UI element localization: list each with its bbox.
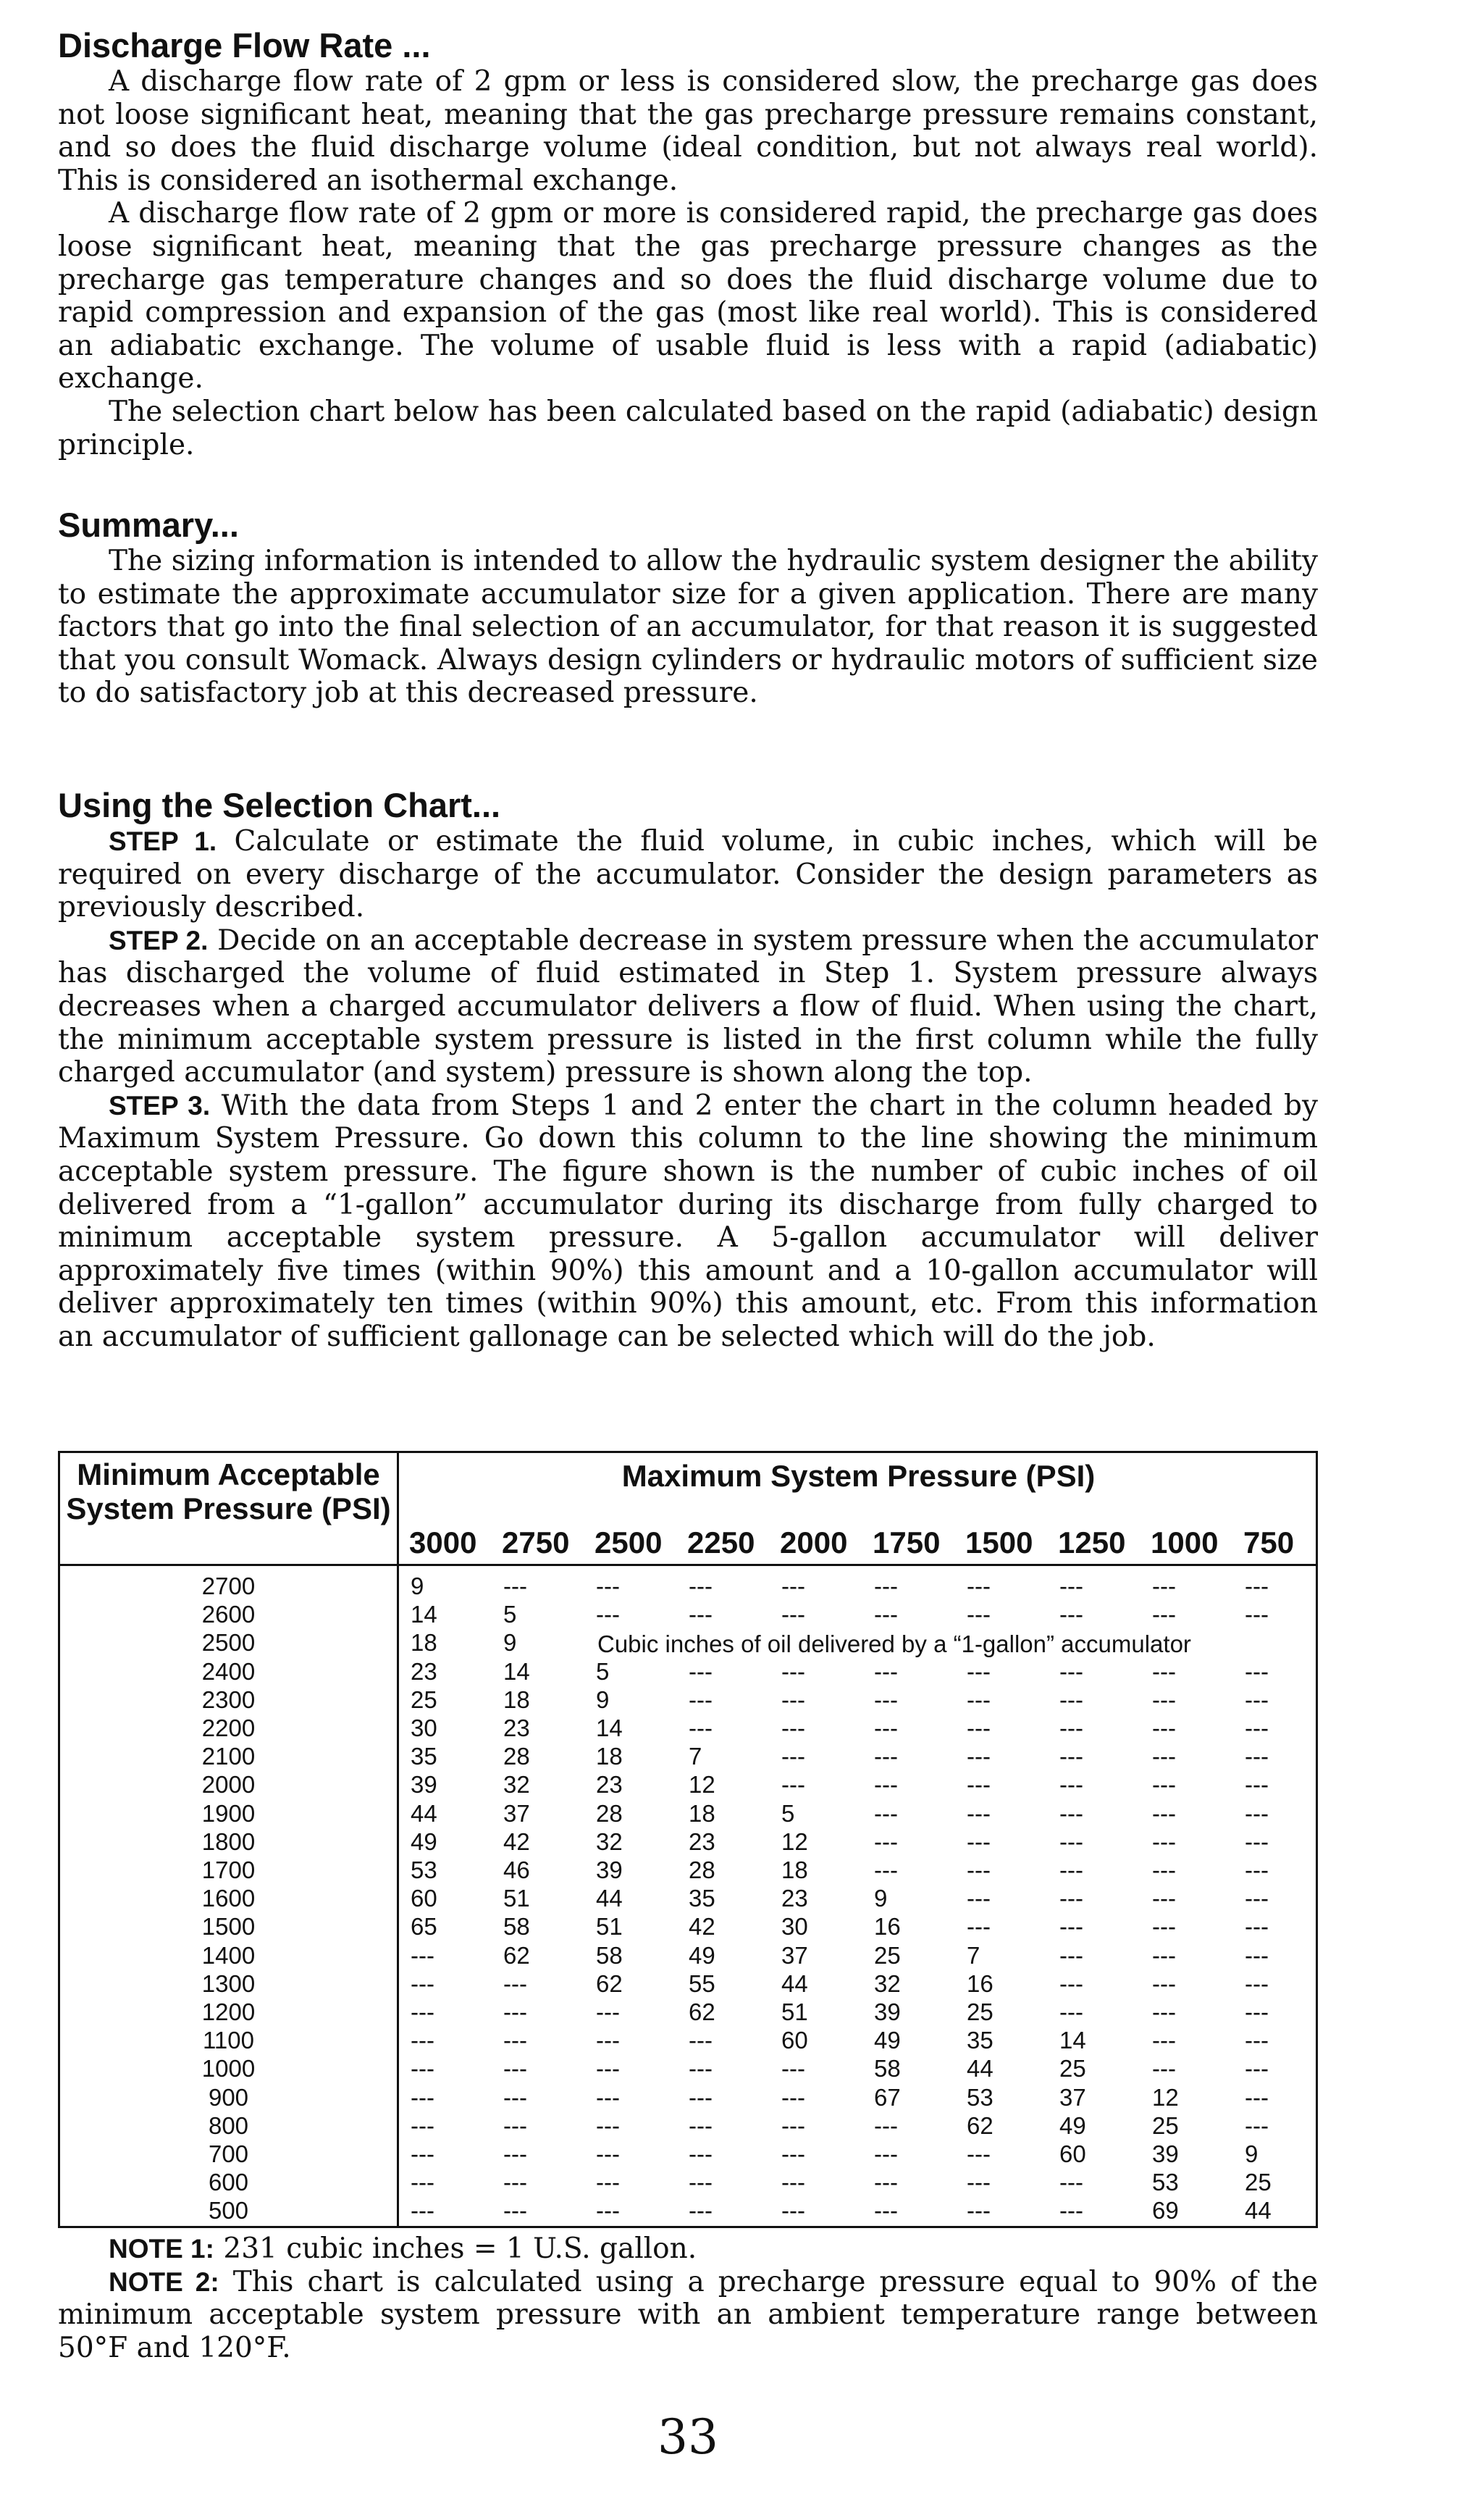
table-cell: 16 [874,1913,901,1941]
table-cell: --- [411,1998,434,2025]
table-cell: 28 [596,1799,623,1827]
table-cell: --- [596,2140,620,2167]
table-cell: --- [596,1601,620,1628]
row-label-1: 2600 [201,1601,256,1628]
table-cell: 25 [967,1998,993,2025]
table-cell: --- [1152,1601,1176,1628]
table-cell: --- [1059,1573,1083,1599]
note-2 [58,2266,1318,2365]
table-cell: 44 [967,2055,993,2082]
table-cell: --- [1152,2027,1176,2054]
table-cell: --- [1059,1941,1083,1969]
row-label-11: 1600 [201,1885,256,1912]
table-cell: --- [1245,2083,1269,2111]
table-cell: --- [1152,1715,1176,1741]
table-cell: 9 [596,1686,610,1713]
table-cell: 60 [411,1885,437,1912]
note-2-text: This chart is calculated using a precharge pressure equal to 90% of the minimum acceptable system pressure with an ambient temperature range between 50°F and 120°F. [58,2265,1318,2364]
table-cell: --- [1059,1799,1083,1827]
column-header-9: 750 [1243,1525,1295,1560]
table-cell: --- [874,1573,898,1599]
table-cell: --- [503,2055,527,2082]
table-cell: 35 [967,2027,993,2054]
table-cell: 53 [411,1856,437,1883]
row-label-8: 1900 [201,1799,256,1827]
table-cell: 37 [1059,2083,1086,2111]
table-cell: 12 [1152,2083,1179,2111]
table-cell: --- [1059,1601,1083,1628]
table-cell: --- [1245,1743,1269,1770]
table-cell: 12 [689,1771,715,1799]
table-cell: --- [1245,2027,1269,2054]
table-cell: 49 [411,1828,437,1855]
table-cell: --- [1152,1743,1176,1770]
page-number: 33 [658,2409,718,2465]
table-cell: --- [411,2083,434,2111]
table-cell: 53 [967,2083,993,2111]
table-cell: --- [1059,1657,1083,1685]
selection-chart-heading: Using the Selection Chart... [58,786,501,824]
table-cell: 39 [596,1856,623,1883]
table-cell: 35 [411,1743,437,1770]
table-cell: --- [1152,1799,1176,1827]
table-cell: --- [1059,1969,1083,1997]
table-cell: --- [689,2027,713,2054]
table-cell: 39 [874,1998,901,2025]
table-cell: --- [503,2140,527,2167]
table-cell: --- [1245,1828,1269,1855]
table-cell: --- [1152,1969,1176,1997]
table-cell: 23 [781,1885,808,1912]
column-header-1: 2750 [502,1525,570,1560]
table-cell: --- [967,1686,991,1713]
table-cell: --- [874,1686,898,1713]
step-3-text: With the data from Steps 1 and 2 enter the chart in the column headed by Maximum System Pressure. Go down this column to the line showing the minimum acceptable system pressure. The figure shown is the number of cubic inches of oil delivered from a “1-gallon” accumulator during its discharge from fully charged to minimum acceptable system pressure. A 5-gallon accumulator will deliver approximately five times (within 90%) this amount and a 10-gallon accumulator will deliver approximately ten times (within 90%) this amount, etc. From this information an accumulator of sufficient gallonage can be selected which will do the job. [58,1089,1319,1353]
table-cell: --- [1245,1998,1269,2025]
table-cell: --- [1245,1969,1269,1997]
table-cell: --- [596,2055,620,2082]
column-header-4: 2000 [780,1525,848,1560]
step-1-text: Calculate or estimate the fluid volume, in cubic inches, which will be required on every discharge of the accumulator. Consider the design parameters as previously described. [58,825,1318,924]
row-label-14: 1300 [201,1969,256,1997]
table-cell: 32 [874,1969,901,1997]
table-cell: 65 [411,1913,437,1941]
row-label-15: 1200 [201,1998,256,2025]
table-cell: 39 [411,1771,437,1799]
table-cell: --- [967,1743,991,1770]
table-cell: --- [503,1573,527,1599]
notes [58,2232,1318,2364]
table-cell: --- [1152,2055,1176,2082]
table-cell: --- [503,2111,527,2139]
table-cell: --- [781,2169,805,2196]
table-cell: --- [874,1657,898,1685]
table-cell: 69 [1152,2197,1179,2224]
discharge-heading: Discharge Flow Rate ... [58,26,431,64]
table-cell: --- [1245,1601,1269,1628]
table-cell: --- [689,2083,713,2111]
column-header-6: 1500 [965,1525,1033,1560]
table-cell: 14 [596,1715,623,1741]
table-cell: 30 [781,1913,808,1941]
summary-heading: Summary... [58,506,239,544]
table-cell: 18 [411,1629,437,1657]
table-cell: --- [1152,1686,1176,1713]
table-cell: --- [874,2197,898,2224]
step-2-text: Decide on an acceptable decrease in system pressure when the accumulator has discharged the volume of fluid estimated in Step 1. System pressure always decreases when a charged accumulator delivers a flow of fluid. When using the chart, the minimum acceptable system pressure is listed in the first column while the fully charged accumulator (and system) pressure is shown along the top. [58,924,1318,1089]
table-cell: --- [503,2197,527,2224]
table-cell: --- [967,1657,991,1685]
table-cell: --- [689,1686,713,1713]
table-cell: --- [874,1601,898,1628]
table-cell: --- [781,2111,805,2139]
table-cell: --- [596,1998,620,2025]
table-cell: --- [689,2055,713,2082]
table-cell: --- [411,2027,434,2054]
table-cell: --- [967,2197,991,2224]
table-cell: --- [503,2169,527,2196]
table-cell: --- [411,1969,434,1997]
table-cell: 5 [503,1601,517,1628]
table-cell: --- [781,2140,805,2167]
row-label-22: 500 [208,2197,249,2224]
table-cell: --- [1245,1799,1269,1827]
table-cell: --- [689,1573,713,1599]
table-cell: --- [874,2111,898,2139]
table-cell: 25 [1152,2111,1179,2139]
step-1 [58,825,1318,924]
column-header-2: 2500 [595,1525,663,1560]
table-cell: --- [1059,1913,1083,1941]
table-cell: 30 [411,1715,437,1741]
table-cell: 23 [596,1771,623,1799]
row-label-3: 2400 [201,1657,256,1685]
table-cell: --- [1152,1856,1176,1883]
row-label-6: 2100 [201,1743,256,1770]
table-cell: --- [781,1573,805,1599]
note-1-label: NOTE 1: [109,2234,214,2264]
table-cell: 14 [411,1601,437,1628]
table-cell: --- [874,1743,898,1770]
column-header-0: 3000 [409,1525,477,1560]
table-cell: 44 [596,1885,623,1912]
note-2-label: NOTE 2: [109,2266,219,2297]
table-cell: --- [1245,1771,1269,1799]
table-cell: 67 [874,2083,901,2111]
discharge-paragraph-3: The selection chart below has been calculated based on the rapid (adiabatic) design principle. [58,395,1318,461]
table-cell: 51 [781,1998,808,2025]
note-1 [58,2232,1318,2266]
table-cell: --- [596,2083,620,2111]
table-cell: 18 [503,1686,530,1713]
table-cell: --- [1059,2197,1083,2224]
table-cell: 9 [503,1629,517,1657]
summary-section [58,506,1318,710]
table-cell: --- [1152,1941,1176,1969]
table-cell: --- [411,2197,434,2224]
table-cell: 60 [781,2027,808,2054]
table-cell: 44 [1245,2197,1272,2224]
table-cell: --- [967,1601,991,1628]
row-label-7: 2000 [201,1771,256,1799]
table-cell: --- [1245,1913,1269,1941]
table-cell: --- [874,1799,898,1827]
row-label-10: 1700 [201,1856,256,1883]
table-cell: --- [503,1969,527,1997]
table-cell: 32 [596,1828,623,1855]
table-cell: --- [596,2027,620,2054]
row-label-4: 2300 [201,1686,256,1713]
table-cell: 25 [411,1686,437,1713]
selection-chart-section [58,786,1318,1354]
table-cell: 58 [874,2055,901,2082]
table-cell: --- [1059,1828,1083,1855]
step-2-label: STEP 2. [109,925,209,955]
row-label-16: 1100 [203,2027,254,2054]
table-cell: --- [1059,1743,1083,1770]
table-cell: --- [967,1885,991,1912]
chart-vertical-divider [397,1453,399,2226]
table-cell: 49 [1059,2111,1086,2139]
table-cell: 55 [689,1969,715,1997]
table-cell: --- [689,1715,713,1741]
table-cell: 23 [689,1828,715,1855]
row-label-17: 1000 [201,2055,256,2082]
table-cell: --- [689,1657,713,1685]
table-cell: 46 [503,1856,530,1883]
step-2 [58,924,1318,1089]
table-cell: 9 [874,1885,888,1912]
table-cell: 53 [1152,2169,1179,2196]
table-cell: 51 [503,1885,530,1912]
table-cell: --- [1245,1715,1269,1741]
row-label-19: 800 [208,2111,249,2139]
table-cell: --- [781,2055,805,2082]
table-cell: 37 [781,1941,808,1969]
table-cell: 35 [689,1885,715,1912]
table-cell: --- [874,1771,898,1799]
table-cell: --- [781,1686,805,1713]
table-cell: --- [1059,1686,1083,1713]
table-cell: 18 [781,1856,808,1883]
table-cell: 42 [503,1828,530,1855]
table-cell: --- [1245,1941,1269,1969]
table-cell: 62 [689,1998,715,2025]
table-cell: --- [596,2169,620,2196]
table-cell: --- [1245,1686,1269,1713]
table-cell: 25 [1245,2169,1272,2196]
table-cell: 9 [1245,2140,1259,2167]
table-cell: 7 [689,1743,702,1770]
table-cell: 44 [411,1799,437,1827]
table-cell: --- [503,2027,527,2054]
table-cell: --- [689,2140,713,2167]
table-cell: --- [967,1715,991,1741]
row-label-12: 1500 [201,1913,256,1941]
table-cell: --- [1059,1998,1083,2025]
step-1-label: STEP 1. [109,826,217,856]
table-cell: 25 [1059,2055,1086,2082]
table-cell: --- [967,1771,991,1799]
row-label-20: 700 [208,2140,249,2167]
table-cell: --- [967,1573,991,1599]
row-label-5: 2200 [201,1715,256,1741]
table-cell: 18 [689,1799,715,1827]
table-cell: --- [1152,1573,1176,1599]
table-cell: --- [967,1913,991,1941]
table-cell: 37 [503,1799,530,1827]
table-cell: --- [1059,2169,1083,2196]
table-cell: --- [689,1601,713,1628]
accumulator-selection-chart [58,1451,1318,2228]
table-cell: --- [1059,1771,1083,1799]
table-cell: --- [967,2140,991,2167]
table-cell: --- [596,1573,620,1599]
row-label-2: 2500 [201,1629,256,1657]
table-cell: --- [689,2111,713,2139]
table-cell: 58 [503,1913,530,1941]
table-cell: --- [1059,1856,1083,1883]
table-cell: 25 [874,1941,901,1969]
table-cell: --- [596,2197,620,2224]
table-cell: --- [1152,1828,1176,1855]
table-cell: --- [781,1743,805,1770]
table-cell: 62 [967,2111,993,2139]
step-3-label: STEP 3. [109,1090,211,1121]
table-cell: 9 [411,1573,424,1599]
table-cell: --- [781,1657,805,1685]
row-header: Minimum Acceptable System Pressure (PSI) [66,1457,391,1525]
table-cell: --- [1245,2111,1269,2139]
row-label-9: 1800 [201,1828,256,1855]
table-cell: --- [503,2083,527,2111]
row-label-13: 1400 [201,1941,256,1969]
table-cell: --- [689,2169,713,2196]
table-cell: 23 [411,1657,437,1685]
table-cell: 62 [503,1941,530,1969]
table-cell: 28 [503,1743,530,1770]
table-cell: --- [1245,1573,1269,1599]
table-cell: --- [1152,1771,1176,1799]
table-cell: --- [411,1941,434,1969]
table-cell: 18 [596,1743,623,1770]
table-cell: 14 [1059,2027,1086,2054]
table-cell: 28 [689,1856,715,1883]
table-cell: --- [874,1856,898,1883]
chart-header-divider [60,1564,1316,1566]
step-3 [58,1089,1318,1354]
table-cell: --- [503,1998,527,2025]
column-header-8: 1000 [1151,1525,1219,1560]
table-cell: 39 [1152,2140,1179,2167]
table-cell: --- [596,2111,620,2139]
column-header-5: 1750 [873,1525,941,1560]
table-cell: --- [781,2197,805,2224]
table-cell: --- [411,2111,434,2139]
table-cell: 5 [781,1799,795,1827]
table-cell: --- [411,2169,434,2196]
table-cell: --- [781,1771,805,1799]
column-header-3: 2250 [687,1525,755,1560]
table-cell: --- [874,2140,898,2167]
table-cell: --- [781,2083,805,2111]
column-header-7: 1250 [1058,1525,1126,1560]
table-cell: --- [874,1828,898,1855]
table-cell: --- [1245,1657,1269,1685]
table-cell: --- [1245,2055,1269,2082]
discharge-paragraph-2: A discharge flow rate of 2 gpm or more is considered rapid, the precharge gas does loose significant heat, meaning that the gas precharge pressure changes as the precharge gas temperature changes and so does the fluid discharge volume due to rapid compression and expansion of the gas (most like real world). This is considered an adiabatic exchange. The volume of usable fluid is less with a rapid (adiabatic) exchange. [58,197,1318,395]
table-cell: --- [1059,1885,1083,1912]
table-cell: 49 [874,2027,901,2054]
summary-paragraph: The sizing information is intended to allow the hydraulic system designer the ability to estimate the approximate accumulator size for a given application. There are many factors that go into the final selection of an accumulator, for that reason it is suggested that you consult Womack. Always design cylinders or hydraulic motors of sufficient size to do satisfactory job at this decreased pressure. [58,545,1318,710]
row-label-18: 900 [208,2083,249,2111]
table-cell: 23 [503,1715,530,1741]
table-cell: --- [781,1601,805,1628]
table-cell: --- [411,2055,434,2082]
table-cell: 14 [503,1657,530,1685]
table-cell: --- [1152,1913,1176,1941]
table-cell: --- [1152,1657,1176,1685]
table-cell: 58 [596,1941,623,1969]
table-cell: 5 [596,1657,610,1685]
table-cell: --- [689,2197,713,2224]
table-cell: 49 [689,1941,715,1969]
table-cell: --- [1245,1885,1269,1912]
table-cell: --- [967,1799,991,1827]
table-cell: 16 [967,1969,993,1997]
table-cell: --- [967,2169,991,2196]
table-cell: --- [874,2169,898,2196]
row-label-21: 600 [208,2169,249,2196]
table-cell: --- [1152,1885,1176,1912]
table-cell: 32 [503,1771,530,1799]
table-cell: 44 [781,1969,808,1997]
table-cell: --- [411,2140,434,2167]
table-cell: --- [967,1828,991,1855]
table-cell: 12 [781,1828,808,1855]
table-cell: --- [1152,1998,1176,2025]
column-header: Maximum System Pressure (PSI) [621,1459,1096,1493]
row-label-0: 2700 [201,1573,256,1599]
table-cell: 60 [1059,2140,1086,2167]
table-cell: --- [874,1715,898,1741]
table-cell: 62 [596,1969,623,1997]
table-cell: 42 [689,1913,715,1941]
table-cell: --- [1059,1715,1083,1741]
discharge-paragraph-1: A discharge flow rate of 2 gpm or less is considered slow, the precharge gas does not loose significant heat, meaning that the gas precharge pressure remains constant, and so does the fluid discharge volume (ideal condition, but not always real world). This is considered an isothermal exchange. [58,65,1318,197]
note-1-text: 231 cubic inches = 1 U.S. gallon. [223,2232,697,2265]
table-cell: 7 [967,1941,980,1969]
chart-annotation: Cubic inches of oil delivered by a “1-gallon” accumulator [595,1631,1194,1658]
table-cell: --- [1245,1856,1269,1883]
discharge-section [58,26,1318,461]
table-cell: --- [781,1715,805,1741]
table-cell: --- [967,1856,991,1883]
table-cell: 51 [596,1913,623,1941]
